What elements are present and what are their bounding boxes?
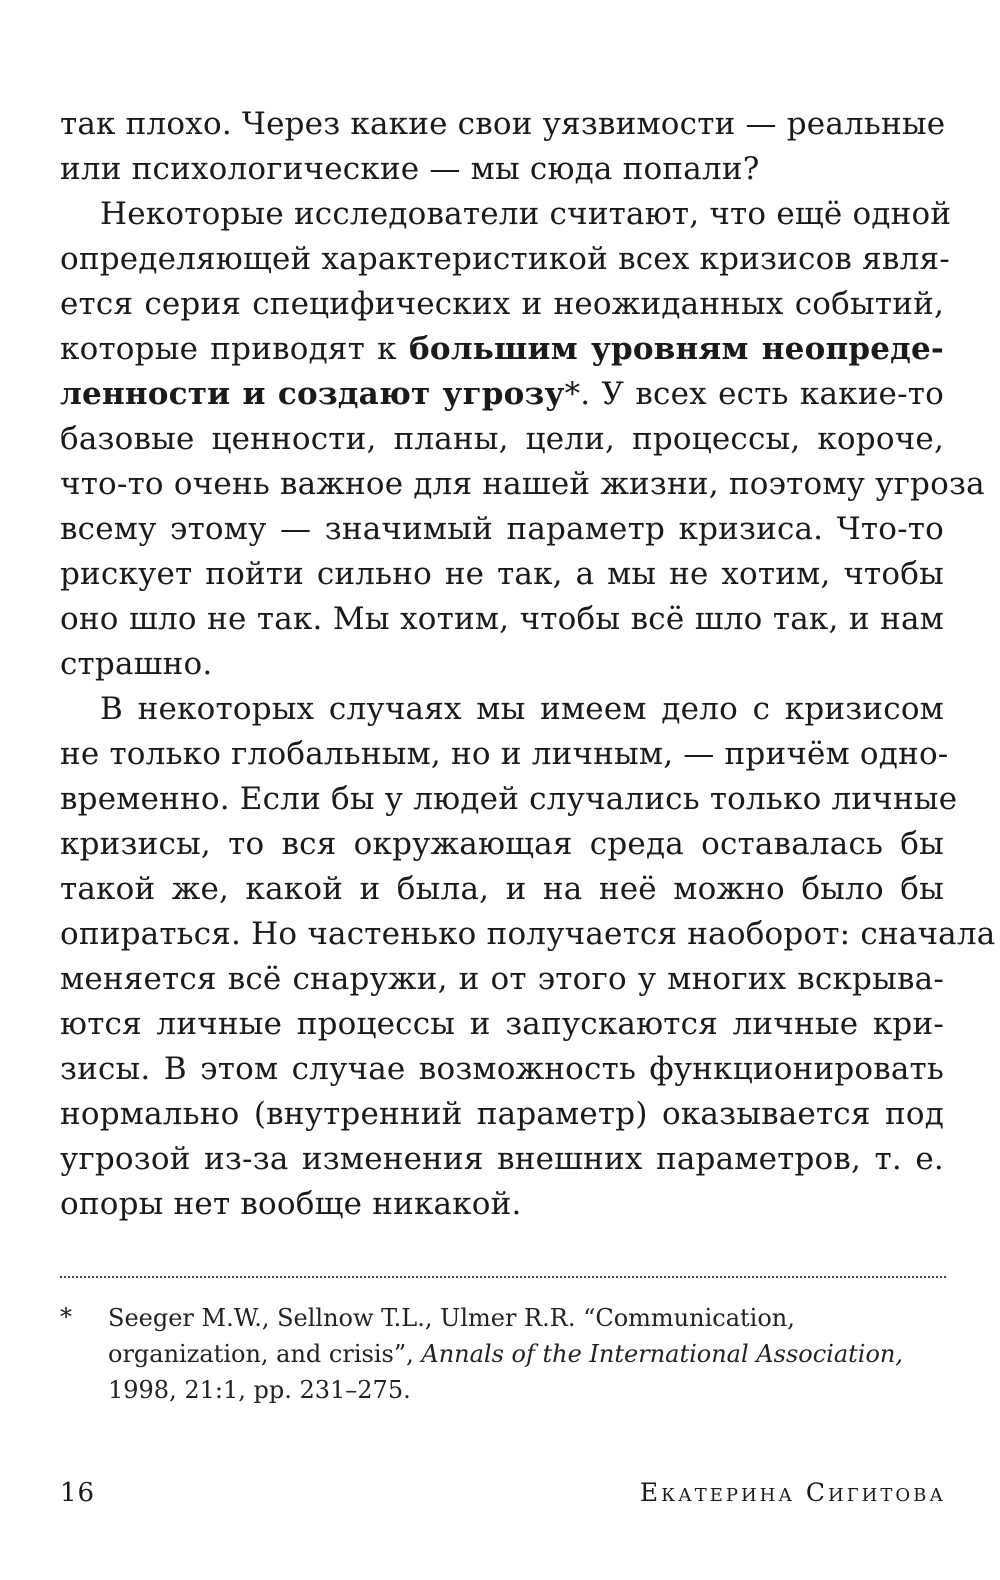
footnote-line-2: [108, 1336, 903, 1372]
footnote-line-2-plain: organization, and crisis”,: [108, 1340, 414, 1368]
text-line-22: зисы. В этом случае возможность функционировать: [60, 1051, 944, 1087]
text-line-7-plain: *. У всех есть какие-то: [564, 376, 944, 412]
footnote-line-3: 1998, 21:1, pp. 231–275.: [108, 1376, 411, 1404]
text-line-24: угрозой из-за изменения внешних параметров, т. е.: [60, 1141, 944, 1177]
text-line-8: базовые ценности, планы, цели, процессы, короче,: [60, 421, 944, 457]
text-line-7: [60, 372, 944, 417]
text-line-23: нормально (внутренний параметр) оказывается под: [60, 1096, 944, 1132]
footnote-mark: *: [60, 1303, 72, 1331]
text-line-17: кризисы, то вся окружающая среда оставалась бы: [60, 826, 944, 862]
text-line-18: такой же, какой и была, и на неё можно было бы: [60, 871, 944, 907]
text-line-4: определяющей характеристикой всех кризисов явля-: [60, 241, 950, 277]
footnote-divider: [60, 1276, 946, 1278]
text-line-19: опираться. Но частенько получается наоборот: сначала: [60, 916, 996, 952]
text-line-14: В некоторых случаях мы имеем дело с кризисом: [100, 691, 944, 727]
text-line-13: страшно.: [60, 646, 213, 682]
text-line-16: временно. Если бы у людей случались только личные: [60, 781, 958, 817]
text-line-3: Некоторые исследователи считают, что ещё одной: [100, 196, 952, 232]
text-line-15: не только глобальным, но и личным, — причём одно-: [60, 736, 949, 772]
text-line-5: ется серия специфических и неожиданных событий,: [60, 286, 944, 322]
text-line-12: оно шло не так. Мы хотим, чтобы всё шло так, и нам: [60, 601, 944, 637]
text-line-7-bold: ленности и создают угрозу: [60, 376, 565, 412]
running-head-author: Екатерина Сигитова: [639, 1478, 946, 1507]
text-line-11: рискует пойти сильно не так, а мы не хотим, чтобы: [60, 556, 944, 592]
text-line-6: [60, 327, 944, 372]
text-line-9: что-то очень важное для нашей жизни, поэтому угроза: [60, 466, 985, 502]
text-line-25: опоры нет вообще никакой.: [60, 1186, 522, 1222]
footnote-line-1: Seeger M.W., Sellnow T.L., Ulmer R.R. “Communication,: [108, 1304, 795, 1332]
text-line-21: ются личные процессы и запускаются личные кри-: [60, 1006, 944, 1042]
page-number: 16: [60, 1478, 96, 1508]
footnote-journal-title: Annals of the International Association,: [421, 1340, 903, 1368]
text-line-2: или психологические — мы сюда попали?: [60, 151, 760, 187]
text-line-1: так плохо. Через какие свои уязвимости — реальные: [60, 106, 946, 142]
text-line-10: всему этому — значимый параметр кризиса. Что-то: [60, 511, 944, 547]
text-line-6-bold: большим уровням неопреде-: [408, 331, 945, 367]
text-line-6-plain: которые приводят к: [60, 331, 397, 367]
text-line-20: меняется всё снаружи, и от этого у многих вскрыва-: [60, 961, 944, 997]
